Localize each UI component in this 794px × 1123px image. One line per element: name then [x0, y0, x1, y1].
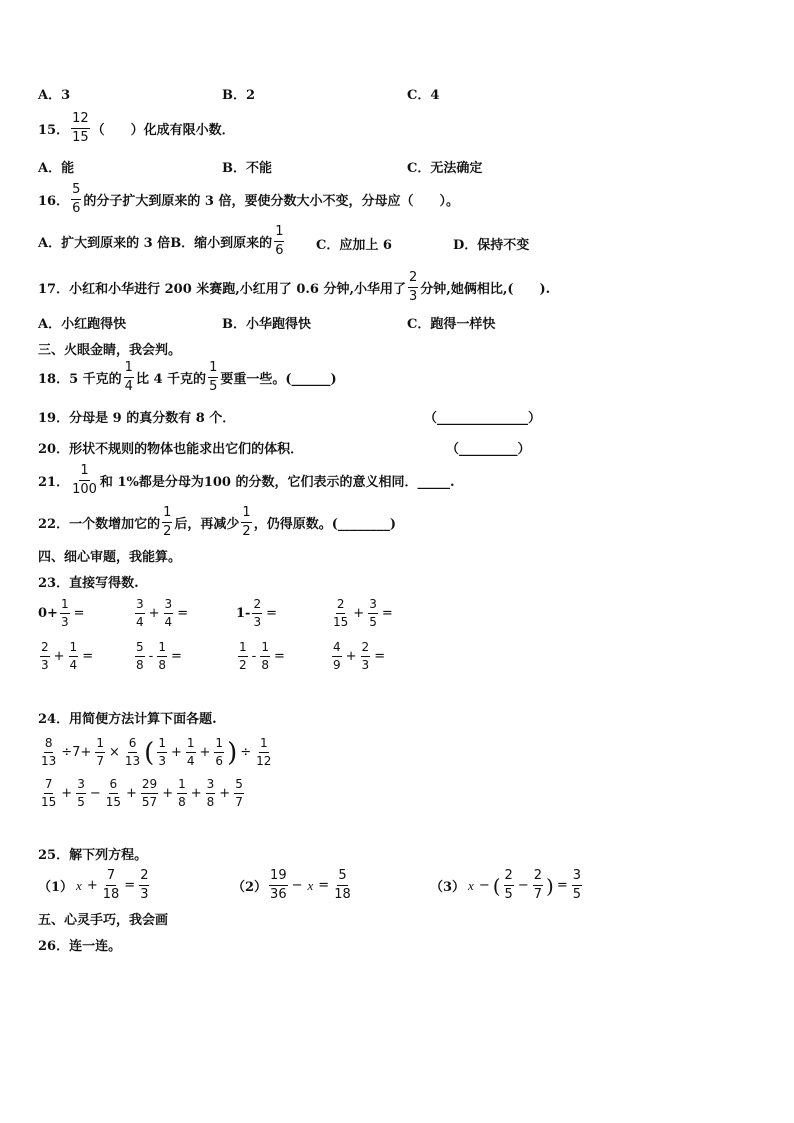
q15-stem: 15． $\frac{12}{15}$ （ ）化成有限小数．	[38, 111, 235, 145]
q17-stem: 17． 小红和小华进行 200 米赛跑,小红用了 0.6 分钟,小华用了 $\frac{2}{3}$ 分钟,她俩相比,( ).	[38, 270, 551, 304]
fraction: $\frac{1}{8}$	[158, 640, 166, 672]
q16-option-a: A．扩大到原来的 3 倍	[38, 236, 171, 251]
fraction: $\frac{4}{9}$	[333, 640, 341, 672]
arithmetic-item: $\frac{4}{9}$ + $\frac{2}{3}$ =	[333, 640, 386, 672]
fraction: $\frac{1}{6}$	[215, 736, 224, 768]
q14-option-b: B．2	[222, 88, 256, 103]
q14-option-c: C．4	[407, 88, 440, 103]
arithmetic-item: $\frac{2}{15}$ + $\frac{3}{5}$ =	[333, 597, 393, 629]
q25-equation-2: （2） $\frac{19}{36}$ − x = $\frac{5}{18}$	[232, 868, 351, 902]
fraction: $\frac{3}{4}$	[136, 597, 144, 629]
fraction: $\frac{1}{4}$	[124, 360, 133, 394]
fraction: $\frac{19}{36}$	[270, 868, 287, 902]
q24-expression-1: $\frac{8}{13}$ ÷7+ $\frac{1}{7}$ × $\frac{6}{13}$ ( $\frac{1}{3}$ + $\frac{1}{4}$ + $\frac{1}{6}$ ) ÷ $\frac{1}{12}$	[41, 736, 272, 768]
section-3-heading: 三、火眼金睛，我会判。	[38, 343, 182, 358]
fraction: $\frac{5}{7}$	[235, 777, 243, 809]
fraction: $\frac{1}{2}$	[163, 505, 172, 539]
q20-stem: 20．形状不规则的物体也能求出它们的体积．	[38, 442, 304, 457]
q17-option-b: B．小华跑得快	[222, 317, 311, 332]
q14-option-a: A．3	[38, 88, 71, 103]
fraction: $\frac{2}{3}$	[253, 597, 262, 629]
q16-options-ab	[38, 224, 286, 259]
q20-answer-blank[interactable]: （_________）	[446, 442, 531, 457]
q17-option-c: C．跑得一样快	[407, 317, 496, 332]
q17-option-a: A．小红跑得快	[38, 317, 127, 332]
q24-expression-2: $\frac{7}{15}$ + $\frac{3}{5}$ − $\frac{6}{15}$ + $\frac{29}{57}$ + $\frac{1}{8}$ + $\frac{3}{8}$ + $\frac{5}{7}$	[41, 777, 243, 809]
arithmetic-item: 0+ $\frac{1}{3}$ =	[38, 597, 85, 629]
fraction: $\frac{12}{15}$	[72, 111, 89, 145]
q19-stem: 19．分母是 9 的真分数有 8 个．	[38, 411, 236, 426]
q16-option-b: B．缩小到原来的	[170, 236, 273, 251]
fraction: $\frac{1}{100}$	[72, 463, 97, 497]
fraction: $\frac{1}{8}$	[261, 640, 269, 672]
arithmetic-item: $\frac{5}{8}$ - $\frac{1}{8}$ =	[136, 640, 182, 672]
q22-stem: 22． 一个数增加它的 $\frac{1}{2}$ 后，再减少 $\frac{1}{2}$ ，仍得原数。(________)	[38, 505, 396, 539]
q25-equation-3: （3） x − ( $\frac{2}{5}$ − $\frac{2}{7}$ ) = $\frac{3}{5}$	[430, 868, 582, 902]
q24-title: 24．用简便方法计算下面各题.	[38, 712, 217, 727]
fraction: $\frac{5}{8}$	[136, 640, 144, 672]
fraction: $\frac{1}{4}$	[69, 640, 78, 672]
q26-stem: 26．连一连。	[38, 939, 122, 954]
fraction: $\frac{1}{8}$	[178, 777, 186, 809]
fraction: $\frac{6}{15}$	[105, 777, 122, 809]
q16-stem: 16． $\frac{5}{6}$ 的分子扩大到原来的 3 倍，要使分数大小不变，分母应（ ）。	[38, 182, 459, 216]
q25-title: 25．解下列方程。	[38, 848, 148, 863]
arithmetic-item: 1- $\frac{2}{3}$ =	[236, 597, 277, 629]
fraction: $\frac{2}{3}$	[41, 640, 49, 672]
q19-answer-blank[interactable]: （______________）	[424, 411, 542, 426]
fraction: $\frac{1}{6}$	[275, 224, 284, 258]
fraction: $\frac{3}{5}$	[369, 597, 377, 629]
arithmetic-item: $\frac{1}{2}$ - $\frac{1}{8}$ =	[239, 640, 285, 672]
fraction: $\frac{1}{12}$	[256, 736, 272, 768]
fraction: $\frac{2}{3}$	[140, 868, 149, 902]
q15-option-b: B．不能	[222, 161, 272, 176]
q15-option-a: A．能	[38, 161, 75, 176]
fraction: $\frac{3}{8}$	[206, 777, 215, 809]
arithmetic-item: $\frac{2}{3}$ + $\frac{1}{4}$ =	[41, 640, 94, 672]
fraction: $\frac{1}{2}$	[239, 640, 247, 672]
fraction: $\frac{1}{5}$	[209, 360, 218, 394]
fraction: $\frac{2}{5}$	[504, 868, 513, 902]
q21-stem: 21． $\frac{1}{100}$ 和 1%都是分母为100 的分数，它们表示的意义相同．_____.	[38, 463, 455, 497]
fraction: $\frac{3}{5}$	[572, 868, 582, 902]
fraction: $\frac{3}{5}$	[77, 777, 85, 809]
q25-equation-1: （1） x + $\frac{7}{18}$ = $\frac{2}{3}$	[38, 868, 149, 902]
fraction: $\frac{1}{7}$	[96, 736, 104, 768]
q16-option-d: D．保持不变	[453, 238, 530, 253]
fraction: $\frac{1}{3}$	[60, 597, 69, 629]
fraction: $\frac{8}{13}$	[41, 736, 57, 768]
fraction: $\frac{5}{6}$	[72, 182, 81, 216]
fraction: $\frac{2}{3}$	[409, 270, 418, 304]
q23-title: 23．直接写得数.	[38, 576, 139, 591]
fraction: $\frac{2}{15}$	[333, 597, 349, 629]
fraction: $\frac{1}{2}$	[242, 505, 251, 539]
fraction: $\frac{7}{18}$	[102, 868, 120, 902]
fraction: $\frac{1}{4}$	[186, 736, 195, 768]
section-5-heading: 五、心灵手巧，我会画	[38, 913, 169, 928]
fraction: $\frac{2}{7}$	[533, 868, 543, 902]
fraction: $\frac{7}{15}$	[41, 777, 57, 809]
q18-stem: 18． 5 千克的 $\frac{1}{4}$ 比 4 千克的 $\frac{1}{5}$ 要重一些。(______)	[38, 360, 337, 394]
fraction: $\frac{2}{3}$	[361, 640, 370, 672]
fraction: $\frac{1}{3}$	[158, 736, 166, 768]
fraction: $\frac{5}{18}$	[334, 868, 351, 902]
arithmetic-item: $\frac{3}{4}$ + $\frac{3}{4}$ =	[136, 597, 189, 629]
q15-option-c: C．无法确定	[407, 161, 483, 176]
fraction: $\frac{3}{4}$	[164, 597, 173, 629]
section-4-heading: 四、细心审题，我能算。	[38, 550, 182, 565]
q16-option-c: C．应加上 6	[316, 238, 392, 253]
fraction: $\frac{29}{57}$	[141, 777, 158, 809]
fraction: $\frac{6}{13}$	[124, 736, 141, 768]
